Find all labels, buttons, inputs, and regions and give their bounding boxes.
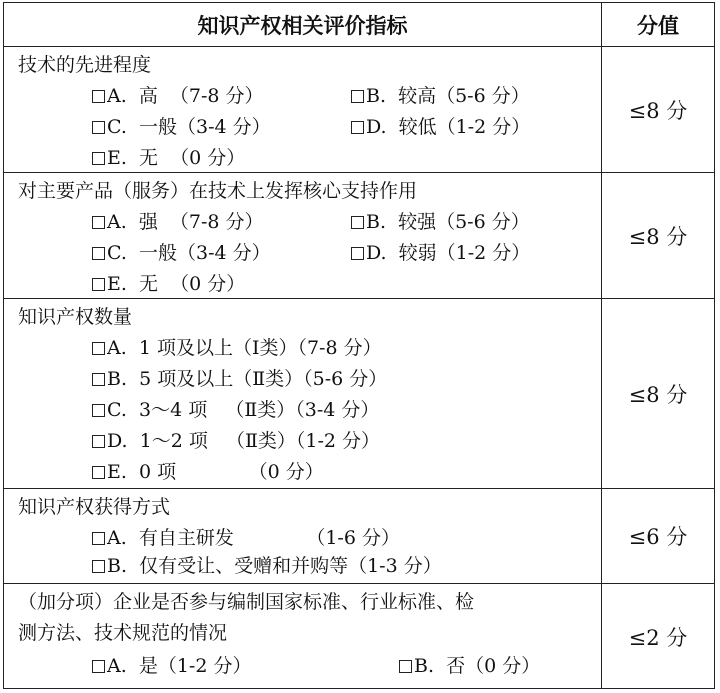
row-title-line2: 测方法、技术规范的情况	[18, 622, 228, 644]
checkbox[interactable]	[92, 532, 105, 545]
checkbox[interactable]	[351, 90, 364, 103]
row-title: 知识产权获得方式	[18, 496, 171, 518]
row-title: 技术的先进程度	[18, 54, 152, 76]
option-a[interactable]: A. 是（1-2 分）	[92, 652, 251, 680]
checkbox[interactable]	[92, 466, 105, 479]
score-cell: ≤8 分	[628, 224, 688, 249]
row-title-line1: （加分项）企业是否参与编制国家标准、行业标准、检	[18, 591, 475, 613]
checkbox[interactable]	[92, 121, 105, 134]
table-row	[4, 489, 714, 584]
table-row	[4, 47, 714, 173]
evaluation-table	[3, 2, 715, 689]
table-row	[4, 173, 714, 299]
score-cell: ≤6 分	[628, 525, 688, 549]
option-b[interactable]: B. 仅有受让、受赠和并购等（1-3 分）	[92, 552, 442, 580]
option-c[interactable]: C. 一般（3-4 分）	[92, 239, 271, 267]
option-c[interactable]: C. 3～4 项 （Ⅱ类）（3-4 分）	[92, 396, 379, 424]
option-e[interactable]: E. 无 （0 分）	[92, 144, 245, 172]
option-e[interactable]: E. 0 项 （0 分）	[92, 458, 324, 486]
score-cell: ≤2 分	[628, 625, 688, 650]
table-row	[4, 299, 714, 489]
checkbox[interactable]	[92, 216, 105, 229]
option-a[interactable]: A. 强 （7-8 分）	[92, 208, 264, 236]
option-e[interactable]: E. 无 （0 分）	[92, 270, 245, 298]
checkbox[interactable]	[92, 278, 105, 291]
checkbox[interactable]	[92, 373, 105, 386]
table-header	[4, 3, 714, 47]
option-b[interactable]: B. 较强（5-6 分）	[351, 208, 530, 236]
checkbox[interactable]	[92, 152, 105, 165]
score-cell: ≤8 分	[628, 382, 688, 407]
option-b[interactable]: B. 5 项及以上（Ⅱ类）（5-6 分）	[92, 365, 387, 393]
header-score: 分值	[637, 13, 679, 38]
checkbox[interactable]	[351, 247, 364, 260]
row-title: 知识产权数量	[18, 306, 133, 328]
checkbox[interactable]	[92, 404, 105, 417]
option-d[interactable]: D. 1～2 项 （Ⅱ类）（1-2 分）	[92, 427, 380, 455]
option-a[interactable]: A. 有自主研发 （1-6 分）	[92, 524, 400, 552]
option-d[interactable]: D. 较低（1-2 分）	[351, 113, 530, 141]
option-a[interactable]: A. 1 项及以上（Ⅰ类）（7-8 分）	[92, 334, 382, 362]
option-a[interactable]: A. 高 （7-8 分）	[92, 82, 264, 110]
checkbox[interactable]	[92, 560, 105, 573]
table-row	[4, 584, 714, 689]
checkbox[interactable]	[92, 342, 105, 355]
header-indicator: 知识产权相关评价指标	[4, 3, 602, 46]
row-title: 对主要产品（服务）在技术上发挥核心支持作用	[18, 180, 418, 202]
checkbox[interactable]	[351, 216, 364, 229]
option-b[interactable]: B. 较高（5-6 分）	[351, 82, 530, 110]
checkbox[interactable]	[92, 90, 105, 103]
option-d[interactable]: D. 较弱（1-2 分）	[351, 239, 530, 267]
checkbox[interactable]	[92, 247, 105, 260]
checkbox[interactable]	[92, 660, 105, 673]
checkbox[interactable]	[92, 435, 105, 448]
score-cell: ≤8 分	[628, 98, 688, 123]
option-b[interactable]: B. 否（0 分）	[399, 652, 540, 680]
checkbox[interactable]	[399, 660, 412, 673]
option-c[interactable]: C. 一般（3-4 分）	[92, 113, 271, 141]
checkbox[interactable]	[351, 121, 364, 134]
